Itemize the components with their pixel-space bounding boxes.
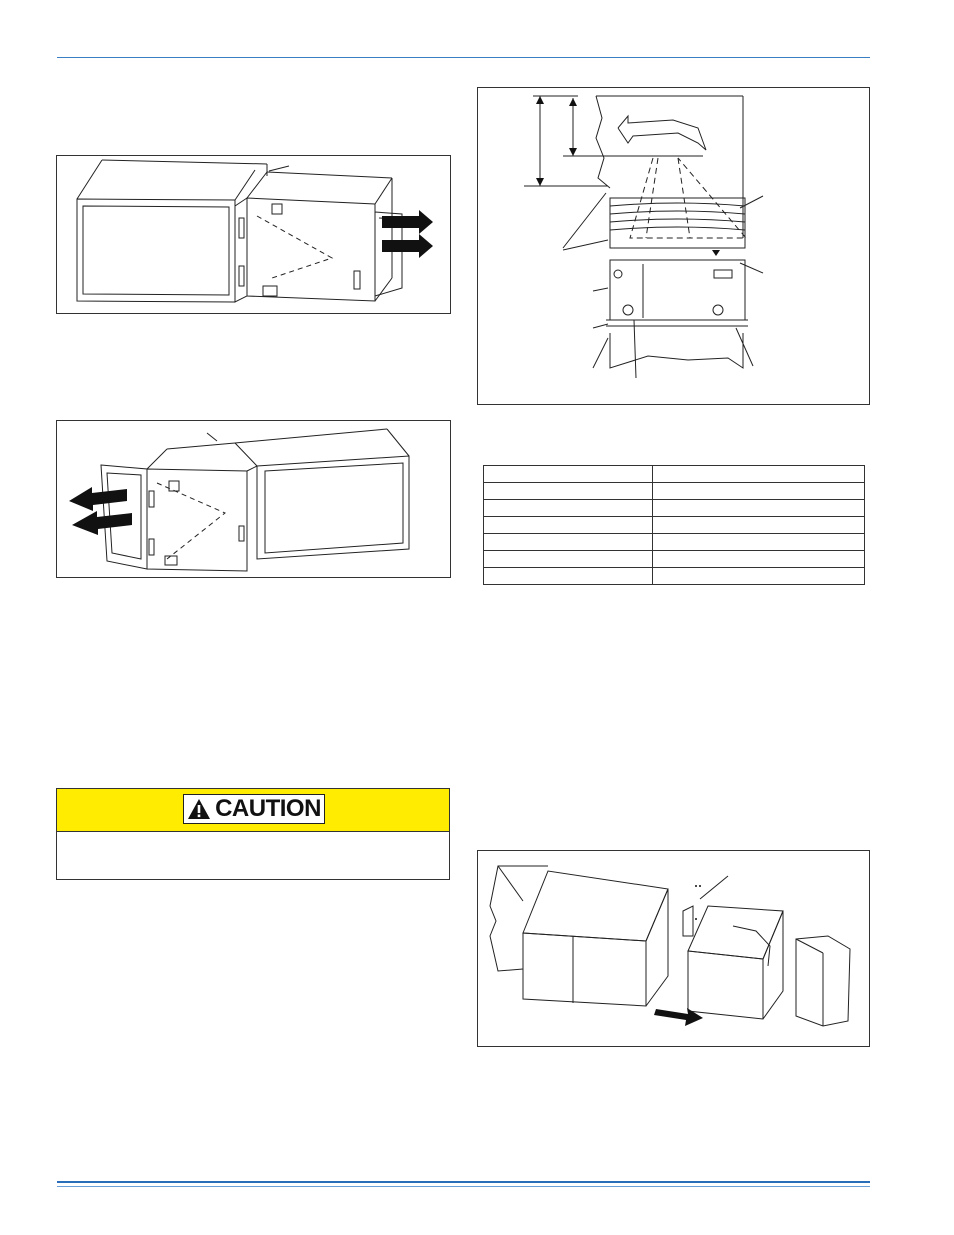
figure-airflow-left <box>56 420 451 578</box>
dimension-table <box>483 465 865 585</box>
header-rule <box>57 57 870 58</box>
footer-rule-thin <box>57 1186 870 1187</box>
caution-label <box>183 794 325 824</box>
caution-word: CAUTION <box>215 795 321 822</box>
figure-duct-clearance <box>477 87 870 405</box>
figure-airflow-right <box>56 155 451 314</box>
warning-triangle-icon <box>187 798 211 820</box>
caution-box <box>56 788 450 880</box>
footer-rule <box>57 1181 870 1183</box>
figure-coil-removal <box>477 850 870 1047</box>
caution-band <box>57 789 449 832</box>
